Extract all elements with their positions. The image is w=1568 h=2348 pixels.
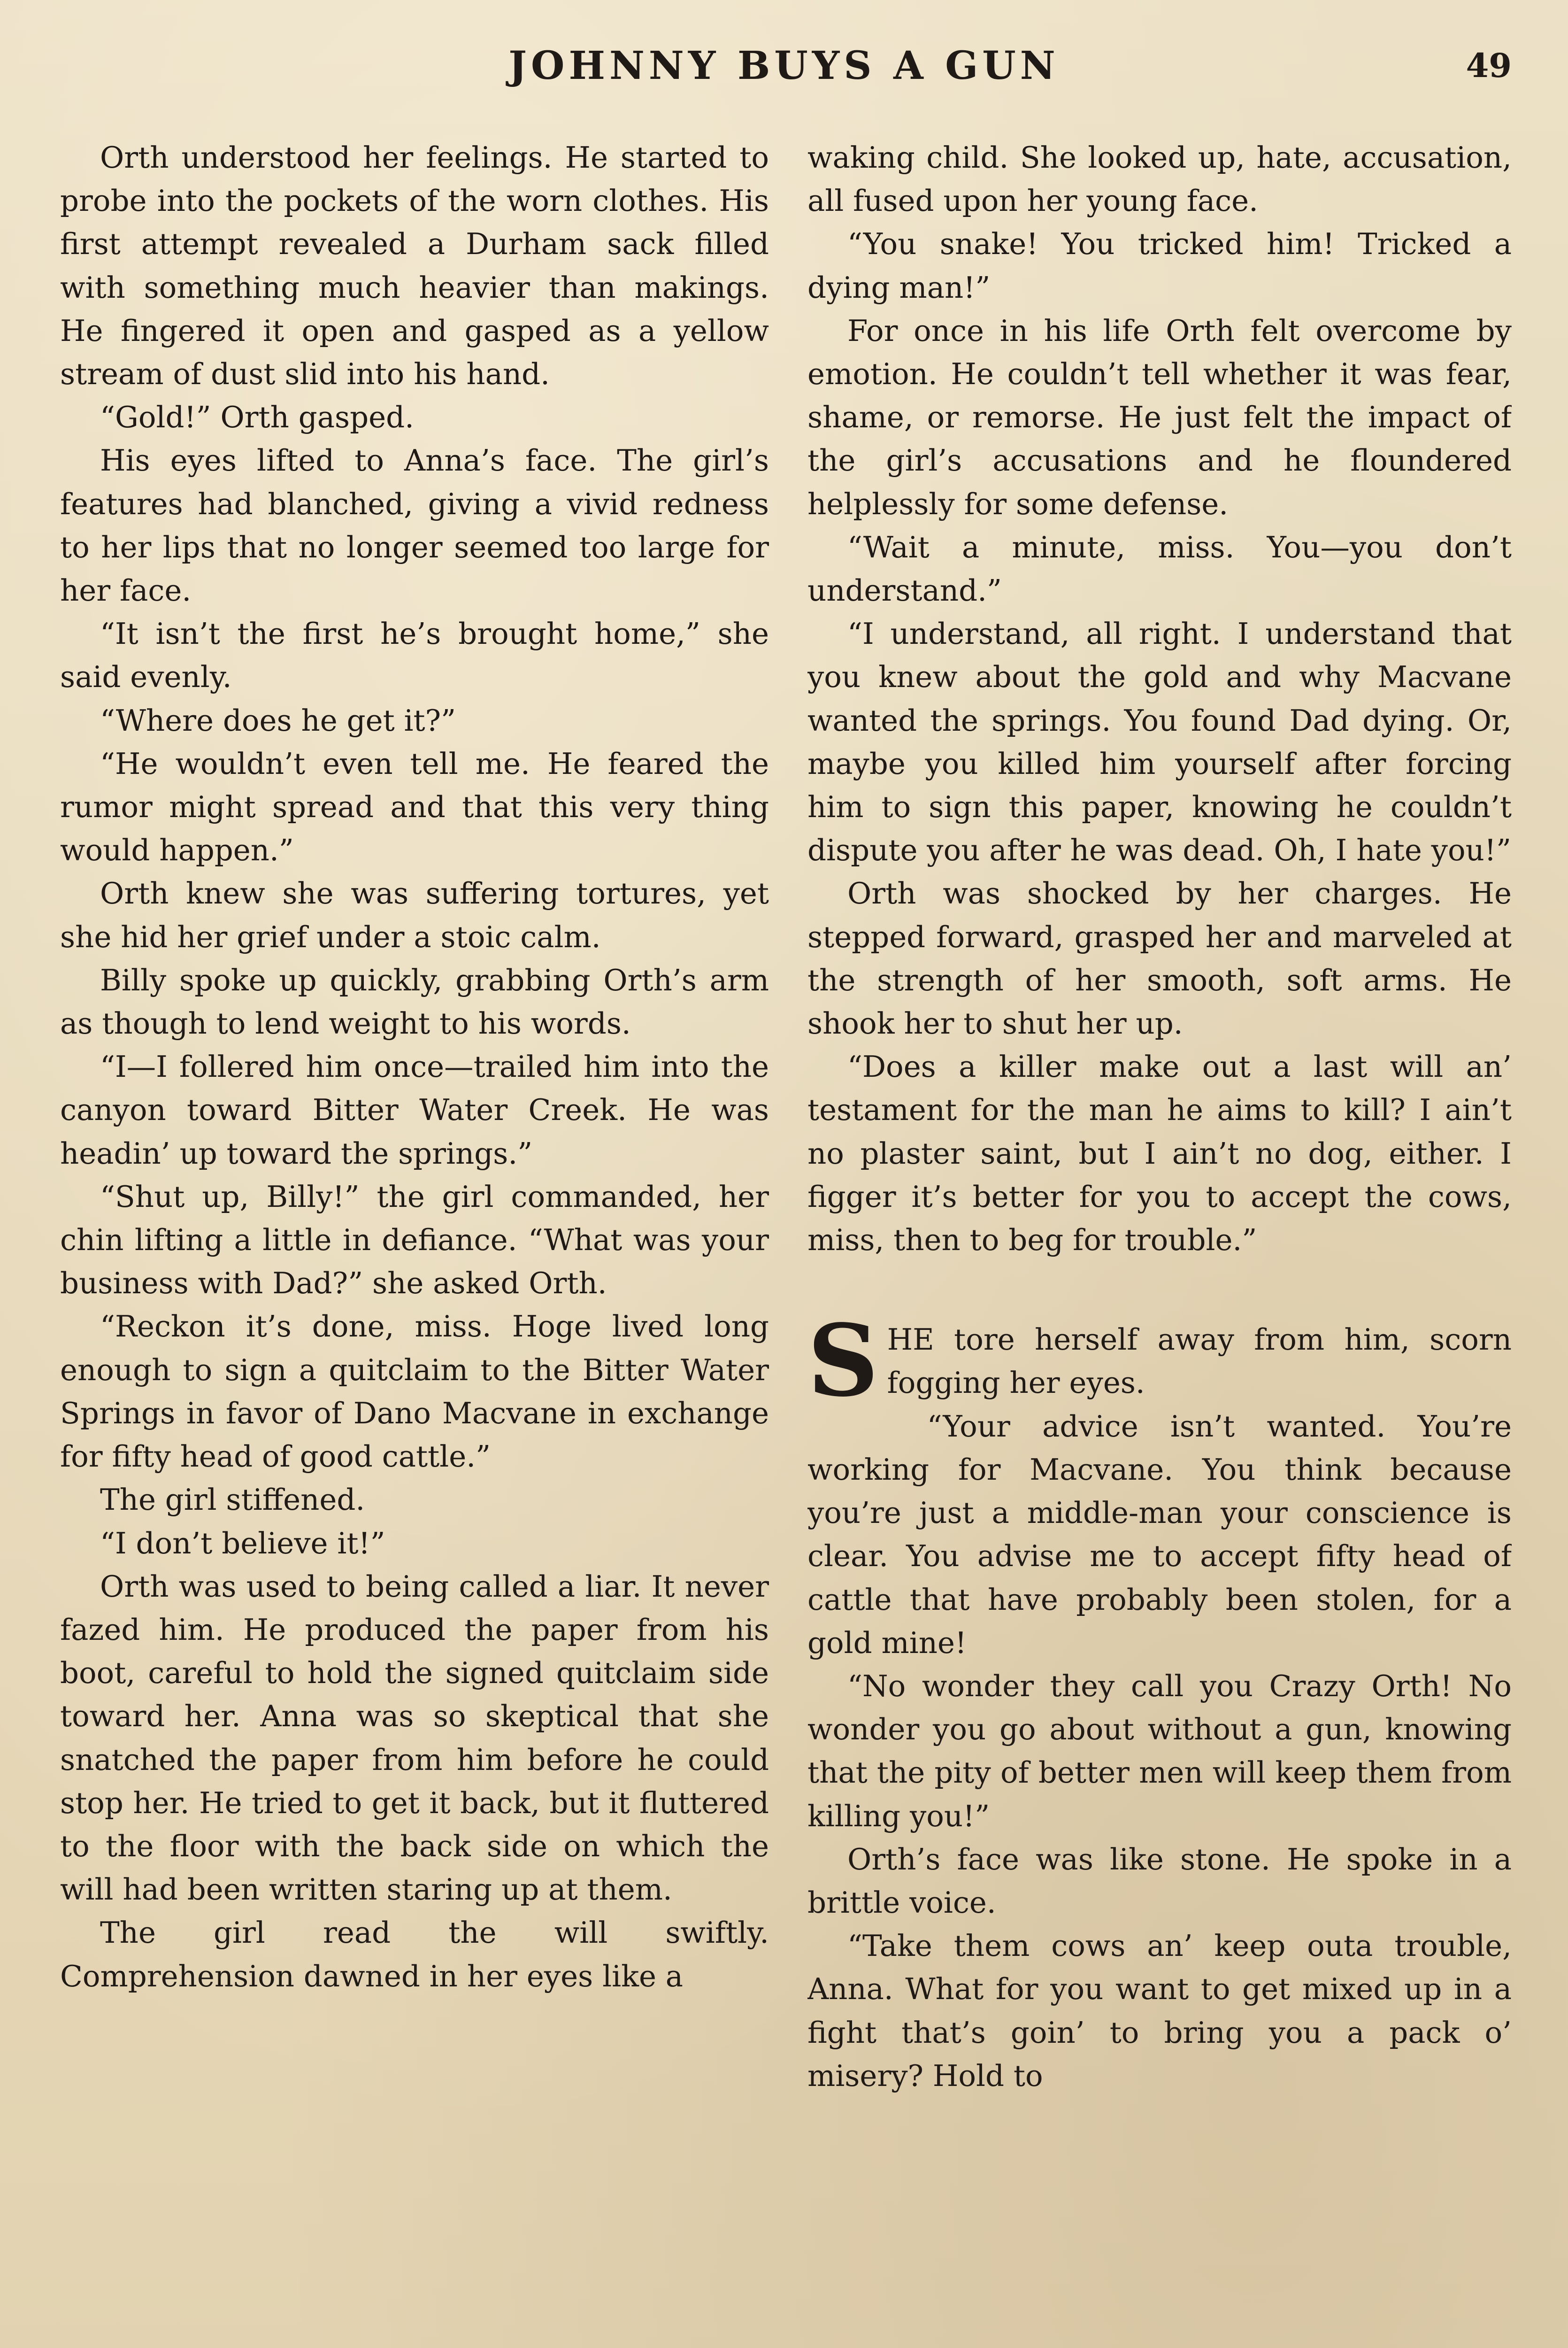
section-break bbox=[807, 1262, 1512, 1318]
paragraph: “I—I follered him once—trailed him into the canyon toward Bitter Water Creek. He was headin’ up toward the springs.” bbox=[60, 1050, 769, 1171]
paragraph: “I don’t believe it!” bbox=[100, 1526, 385, 1560]
paragraph: The girl read the will swiftly. Comprehension dawned in her eyes like a bbox=[60, 1915, 769, 1993]
drop-cap: S bbox=[807, 1303, 879, 1419]
paragraph: His eyes lifted to Anna’s face. The girl’s features had blanched, giving a vivid redness to her lips that no longer seemed too large for her face. bbox=[60, 443, 769, 608]
running-head bbox=[0, 43, 1568, 100]
paragraph: Orth understood her feelings. He started to probe into the pockets of the worn clothes. His first attempt revealed a Durham sack filled with something much heavier than makings. He fingered it open and gasped as a yellow stream of dust slid into his hand. bbox=[60, 140, 769, 392]
paragraph: The girl stiffened. bbox=[100, 1483, 365, 1517]
paragraph: For once in his life Orth felt overcome by emotion. He couldn’t tell whether it was fear, shame, or remorse. He just felt the impact of the girl’s accusations and he floundered helplessly for some defense. bbox=[807, 313, 1512, 521]
paragraph: Orth was used to being called a liar. It never fazed him. He produced the paper from his boot, careful to hold the signed quitclaim side toward her. Anna was so skeptical that she snatched the paper from him before he could stop her. He tried to get it back, but it fluttered to the floor with the back side on which the will had been written staring up at them. bbox=[60, 1569, 769, 1907]
left-column bbox=[60, 136, 769, 2348]
paragraph: “Gold!” Orth gasped. bbox=[100, 400, 415, 435]
page-title: JOHNNY BUYS A GUN bbox=[508, 43, 1060, 88]
paragraph: “It isn’t the first he’s brought home,” she said evenly. bbox=[60, 617, 769, 695]
paragraph: “You snake! You tricked him! Tricked a dying man!” bbox=[807, 227, 1512, 305]
paragraph: Orth was shocked by her charges. He stepped forward, grasped her and marveled at the strength of her smooth, soft arms. He shook her to shut her up. bbox=[807, 876, 1512, 1041]
paragraph: “Where does he get it?” bbox=[100, 703, 456, 738]
paragraph: Orth’s face was like stone. He spoke in a brittle voice. bbox=[807, 1842, 1512, 1920]
right-column bbox=[807, 136, 1512, 2348]
paragraph-continued: waking child. She looked up, hate, accusation, all fused upon her young face. bbox=[807, 140, 1512, 218]
dropcap-paragraph-text: HE tore herself away from him, scorn fogging her eyes. bbox=[887, 1322, 1512, 1400]
paragraph: “He wouldn’t even tell me. He feared the rumor might spread and that this very thing would happen.” bbox=[60, 746, 769, 868]
paragraph: “Wait a minute, miss. You—you don’t understand.” bbox=[807, 530, 1512, 608]
paragraph: “Reckon it’s done, miss. Hoge lived long enough to sign a quitclaim to the Bitter Water Springs in favor of Dano Macvane in exchange for fifty head of good cattle.” bbox=[60, 1309, 769, 1474]
page-number: 49 bbox=[1466, 46, 1512, 85]
paragraph: “Shut up, Billy!” the girl commanded, her chin lifting a little in defiance. “What was your business with Dad?” she asked Orth. bbox=[60, 1179, 769, 1301]
paragraph: Orth knew she was suffering tortures, yet she hid her grief under a stoic calm. bbox=[60, 876, 769, 954]
paragraph: “Does a killer make out a last will an’ testament for the man he aims to kill? I ain’t no plaster saint, but I ain’t no dog, either. I figger it’s better for you to accept the cows, miss, then to beg for trouble.” bbox=[807, 1050, 1512, 1258]
paragraph: “I understand, all right. I understand that you knew about the gold and why Macvane wanted the springs. You found Dad dying. Or, maybe you killed him yourself after forcing him to sign this paper, knowing he couldn’t dispute you after he was dead. Oh, I hate you!” bbox=[807, 617, 1512, 868]
paragraph: Billy spoke up quickly, grabbing Orth’s arm as though to lend weight to his words. bbox=[60, 963, 769, 1041]
paragraph: “Your advice isn’t wanted. You’re working for Macvane. You think because you’re just a middle-man your conscience is clear. You advise me to accept fifty head of cattle that have probably been stolen, for a gold mine! bbox=[807, 1409, 1512, 1660]
paragraph: “No wonder they call you Crazy Orth! No wonder you go about without a gun, knowing that the pity of better men will keep them from killing you!” bbox=[807, 1668, 1512, 1833]
dropcap-paragraph bbox=[807, 1303, 1512, 1419]
paragraph: “Take them cows an’ keep outa trouble, Anna. What for you want to get mixed up in a fight that’s goin’ to bring you a pack o’ misery? Hold to bbox=[807, 1929, 1512, 2093]
